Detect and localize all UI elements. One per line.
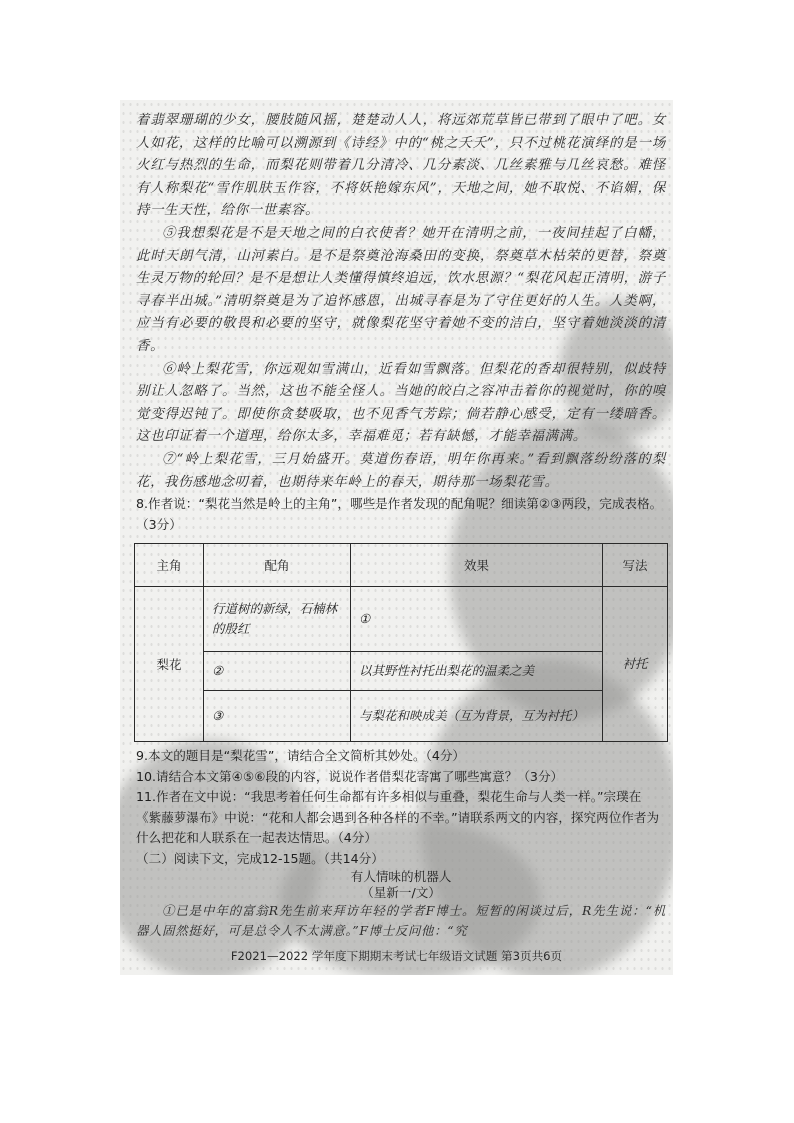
- paragraph-5: ⑤我想梨花是不是天地之间的白衣使者？她开在清明之前，一夜间挂起了白幡，此时天朗气清，山河素白。是不是祭奠沧海桑田的变换，祭奠草木枯荣的更替，祭奠生灵万物的轮回？是不是想让人类懂得慎终追远，饮水思源？“梨花风起正清明，游子寻春半出城。”清明祭奠是为了追怀感恩，出城寻春是为了守住更好的人生。人类啊，应当有必要的敬畏和必要的坚守，就像梨花坚守着她不变的洁白，坚守着她淡淡的清香。: [136, 225, 666, 354]
- header-effect: 效果: [351, 544, 603, 587]
- table-row: [135, 691, 668, 742]
- section-2-heading: （二）阅读下文，完成12-15题。（共14分）: [136, 850, 384, 866]
- main-role-cell: 梨花: [135, 587, 204, 742]
- scanned-exam-page: [120, 100, 673, 975]
- table-row: [135, 587, 668, 652]
- question-9: 9.本文的题目是“梨花雪”，请结合全文简析其妙处。（4分）: [136, 748, 466, 764]
- question-8: 8.作者说：“梨花当然是岭上的主角”，哪些是作者发现的配角呢？细读第②③两段，完成表格。（3分）: [136, 496, 663, 532]
- answer-table: [134, 543, 668, 742]
- article-paragraph-1: ①已是中年的富翁R先生前来拜访年轻的学者F博士。短暂的闲谈过后，R先生说：“机器人固然挺好，可是总令人不太满意。”F博士反问他：“究: [136, 903, 666, 939]
- technique-cell: 衬托: [603, 587, 668, 742]
- effect-cell: 与梨花和映成美（互为背景，互为衬托）: [351, 691, 603, 742]
- support-cell: ③: [204, 691, 351, 742]
- page-footer: F2021—2022 学年度下期期末考试七年级语文试题 第3页共6页: [230, 949, 563, 963]
- page-content: [136, 110, 666, 941]
- question-10: 10.请结合本文第④⑤⑥段的内容，说说作者借梨花寄寓了哪些寓意？（3分）: [136, 768, 564, 784]
- support-cell: 行道树的新绿，石楠林的殷红: [204, 587, 351, 652]
- support-cell: ②: [204, 652, 351, 691]
- question-11: 11.作者在文中说：“我思考着任何生命都有许多相似与重叠，梨花生命与人类一样。”宗璞在《紫藤萝瀑布》中说：“花和人都会遇到各种各样的不幸。”请联系两文的内容，探究两位作者为什么把花和人联系在一起表达情思。（4分）: [136, 789, 660, 846]
- header-support-role: 配角: [204, 544, 351, 587]
- paragraph-7: ⑦“岭上梨花雪，三月始盛开。莫道伤春语，明年你再来。”看到飘落纷纷落的梨花，我伤感地念叨着，也期待来年岭上的春天，期待那一场梨花雪。: [136, 451, 666, 490]
- header-technique: 写法: [603, 544, 668, 587]
- effect-cell: ①: [351, 587, 603, 652]
- paragraph-6: ⑥岭上梨花雪，你远观如雪满山，近看如雪飘落。但梨花的香却很特别，似歧特别让人忽略了。当然，这也不能全怪人。当她的皎白之容冲击着你的视觉时，你的嗅觉变得迟钝了。即使你贪婪吸取，也不见香气芳踪；倘若静心感受，定有一缕暗香。这也印证着一个道理，给你太多，幸福难觅；若有缺憾，才能幸福满满。: [136, 361, 666, 445]
- effect-cell: 以其野性衬托出梨花的温柔之美: [351, 652, 603, 691]
- header-main-role: 主角: [135, 544, 204, 587]
- table-header-row: [135, 544, 668, 587]
- table-row: [135, 652, 668, 691]
- paragraph-4-continued: 着翡翠珊瑚的少女，腰肢随风摇，楚楚动人人，将远郊荒草皆已带到了眼中了吧。女人如花，这样的比喻可以溯源到《诗经》中的“桃之夭夭”，只不过桃花演绎的是一场火红与热烈的生命，而梨花则带着几分清冷、几分素淡、几丝素雅与几丝哀愁。难怪有人称梨花“雪作肌肤玉作容，不将妖艳嫁东风”，天地之间，她不取悦、不谄媚，保持一生天性，给你一世素容。: [136, 113, 666, 219]
- article-author: （星新一/文）: [361, 885, 441, 901]
- article-title: 有人情味的机器人: [350, 869, 452, 885]
